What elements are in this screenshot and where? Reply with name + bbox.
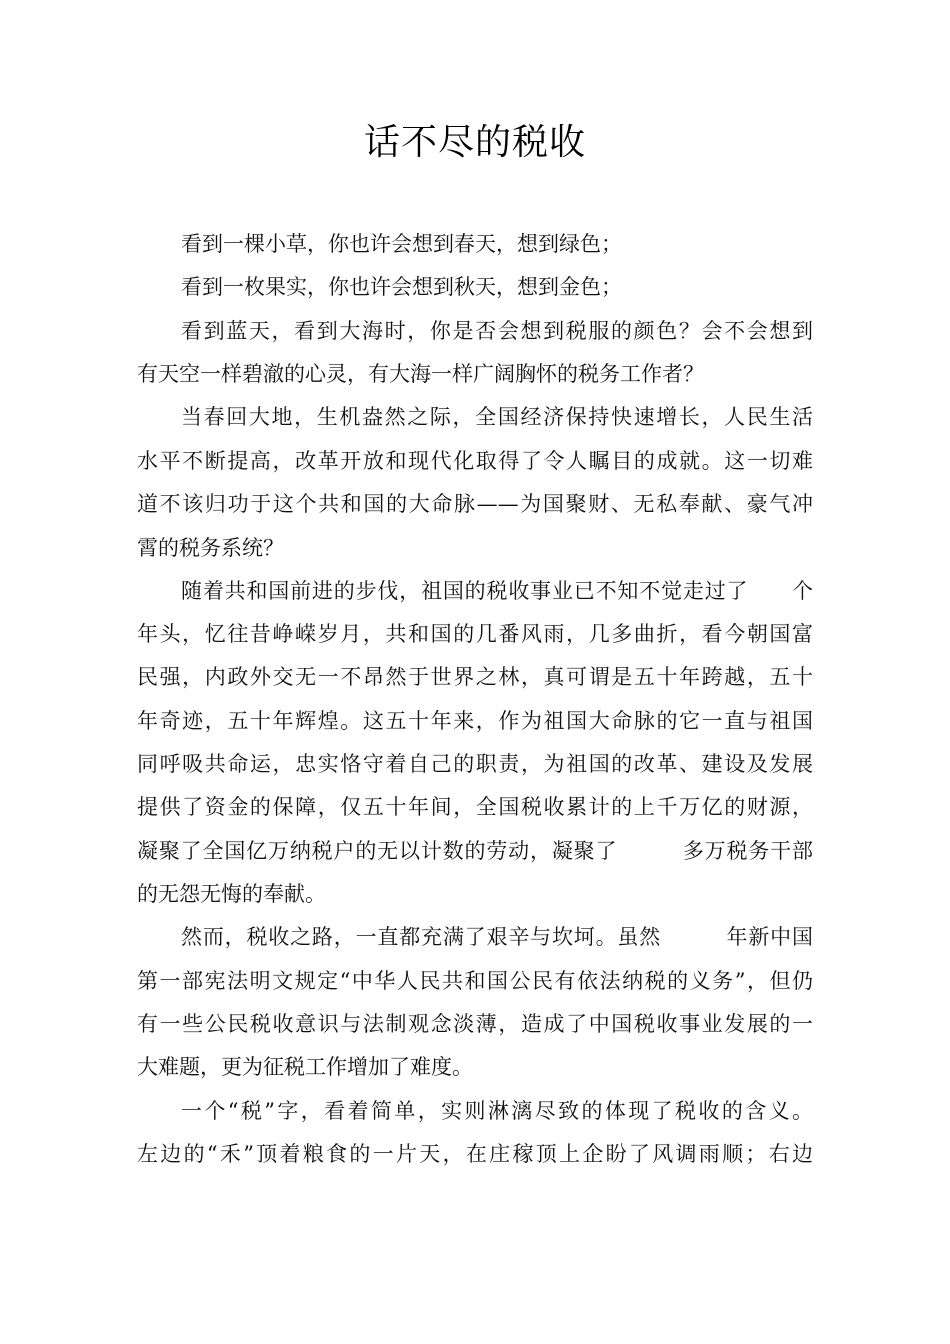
document-title: 话不尽的税收 xyxy=(363,122,586,163)
text-line-10: 年头，忆往昔峥嵘岁月，共和国的几番风雨，几多曲折，看今朝国富 xyxy=(137,622,813,646)
text-line-1: 看到一棵小草，你也许会想到春天，想到绿色； xyxy=(181,232,622,256)
text-line-12: 年奇迹，五十年辉煌。这五十年来，作为祖国大命脉的它一直与祖国 xyxy=(137,709,813,733)
text-line-8: 霄的税务系统？ xyxy=(137,536,284,560)
text-line-9: 随着共和国前进的步伐，祖国的税收事业已不知不觉走过了 个 xyxy=(181,579,813,603)
text-line-14: 提供了资金的保障，仅五十年间，全国税收累计的上千万亿的财源， xyxy=(137,795,813,819)
text-line-20: 大难题，更为征税工作增加了难度。 xyxy=(137,1055,473,1079)
text-line-6: 水平不断提高，改革开放和现代化取得了令人瞩目的成就。这一切难 xyxy=(137,449,813,473)
text-line-4: 有天空一样碧澈的心灵，有大海一样广阔胸怀的税务工作者？ xyxy=(137,362,704,386)
text-line-11: 民强，内政外交无一不昂然于世界之林，真可谓是五十年跨越，五十 xyxy=(137,665,813,689)
text-line-19: 有一些公民税收意识与法制观念淡薄，造成了中国税收事业发展的一 xyxy=(137,1012,813,1036)
text-line-7: 道不该归功于这个共和国的大命脉——为国聚财、无私奉献、豪气冲 xyxy=(137,492,813,516)
text-line-22: 左边的“禾”顶着粮食的一片天，在庄稼顶上企盼了风调雨顺；右边 xyxy=(137,1142,813,1166)
text-line-18: 第一部宪法明文规定“中华人民共和国公民有依法纳税的义务”，但仍 xyxy=(137,969,813,993)
text-line-17: 然而，税收之路，一直都充满了艰辛与坎坷。虽然 年新中国 xyxy=(181,925,813,949)
text-line-3: 看到蓝天，看到大海时，你是否会想到税服的颜色？会不会想到 xyxy=(181,319,813,343)
text-line-13: 同呼吸共命运，忠实恪守着自己的职责，为祖国的改革、建设及发展 xyxy=(137,752,813,776)
text-line-2: 看到一枚果实，你也许会想到秋天，想到金色； xyxy=(181,275,622,299)
text-line-15: 凝聚了全国亿万纳税户的无以计数的劳动，凝聚了 多万税务干部 xyxy=(137,839,813,863)
text-line-21: 一个“税”字，看着简单，实则淋漓尽致的体现了税收的含义。 xyxy=(181,1099,813,1123)
text-line-5: 当春回大地，生机盎然之际，全国经济保持快速增长，人民生活 xyxy=(181,405,813,429)
text-line-16: 的无怨无悔的奉献。 xyxy=(137,882,326,906)
